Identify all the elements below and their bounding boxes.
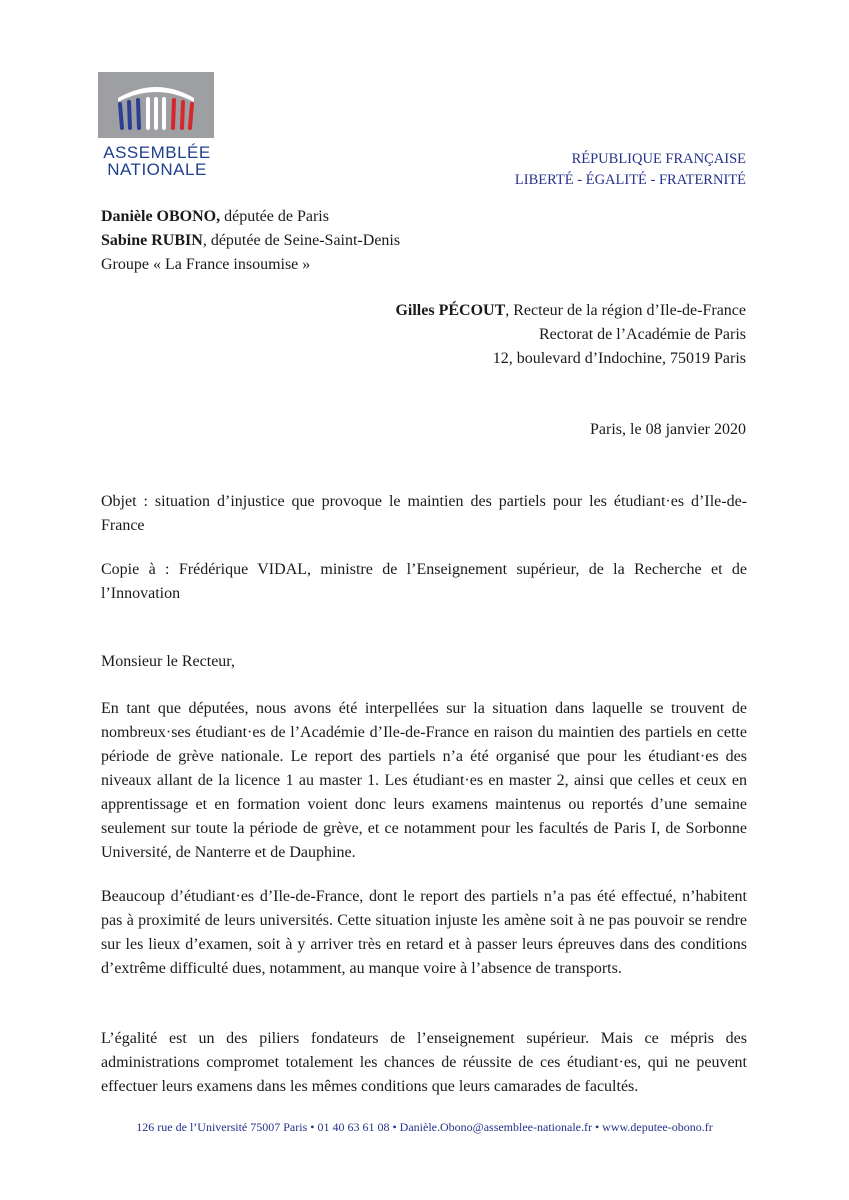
letter-date: Paris, le 08 janvier 2020: [590, 421, 746, 438]
logo-wordmark: [98, 144, 216, 178]
paragraph-text: L’égalité est un des piliers fondateurs de l’enseignement supérieur. Mais ce mépris des administrations compromet totalement les chances de réussite de ces étudiant·es, qui ne peuvent effectuer leurs examens dans les mêmes conditions que leurs camarades de facultés.: [101, 1030, 747, 1095]
letter-footer: 126 rue de l’Université 75007 Paris • 01 40 63 61 08 • Danièle.Obono@assemblee-nationale.fr • www.deputee-obono.fr: [136, 1120, 713, 1134]
salutation: [101, 650, 747, 674]
sender-group: Groupe « La France insoumise »: [101, 256, 311, 273]
logo-line-2: NATIONALE: [107, 160, 207, 179]
sender-1-name: Danièle OBONO,: [101, 208, 221, 225]
paragraph-text: En tant que députées, nous avons été interpellées sur la situation dans laquelle se trouvent de nombreux·ses étudiant·es de l’Académie d’Ile-de-France en raison du maintien des partiels en cette période de grève nationale. Le report des partiels n’a été organisé que pour les étudiant·es des niveaux allant de la licence 1 au master 1. Les étudiant·es en master 2, ainsi que celles et ceux en apprentissage et en formation voient donc leurs examens maintenus ou reportés d’une semaine seulement sur toute la période de grève, et ce notamment pour les facultés de Paris I, de Sorbonne Université, de Nanterre et de Dauphine.: [101, 700, 747, 861]
copy-text: Copie à : Frédérique VIDAL, ministre de l’Enseignement supérieur, de la Recherche et de l’Innovation: [101, 561, 747, 602]
subject-line: [101, 490, 747, 538]
republic-line-1: RÉPUBLIQUE FRANÇAISE: [571, 151, 746, 167]
assemblee-nationale-logo: [98, 72, 216, 178]
republic-motto: [515, 149, 746, 191]
recipient-block: [395, 299, 746, 371]
recipient-name: Gilles PÉCOUT: [395, 302, 506, 319]
recipient-line-3: 12, boulevard d’Indochine, 75019 Paris: [492, 350, 746, 367]
sender-2-role: , députée de Seine-Saint-Denis: [202, 232, 401, 249]
sender-2: [101, 229, 400, 253]
columns-icon: [98, 72, 214, 138]
body-paragraph-1: [101, 697, 747, 865]
paragraph-text: Beaucoup d’étudiant·es d’Ile-de-France, dont le report des partiels n’a pas été effectué, n’habitent pas à proximité de leurs universités. Cette situation injuste les amène soit à ne pas pouvoir se rendre sur les lieux d’examen, soit à y arriver très en retard et à passer leurs épreuves dans des conditions d’extrême difficulté dues, notamment, au manque voire à l’absence de transports.: [101, 888, 747, 977]
hemicycle-emblem: [98, 72, 214, 138]
recipient-line-2: Rectorat de l’Académie de Paris: [538, 326, 746, 343]
senders-block: [101, 205, 400, 277]
copy-line: [101, 558, 747, 606]
logo-line-1: ASSEMBLÉE: [103, 143, 211, 162]
subject-text: Objet : situation d’injustice que provoque le maintien des partiels pour les étudiant·es d’Ile-de-France: [101, 493, 747, 534]
body-paragraph-3: [101, 1027, 747, 1099]
sender-1-role: députée de Paris: [220, 208, 329, 225]
recipient-role: , Recteur de la région d’Ile-de-France: [505, 302, 746, 319]
body-paragraph-2: [101, 885, 747, 981]
sender-1: [101, 205, 400, 229]
recipient-line-1: [395, 299, 746, 323]
republic-line-2: LIBERTÉ - ÉGALITÉ - FRATERNITÉ: [514, 172, 746, 188]
sender-2-name: Sabine RUBIN: [101, 232, 203, 249]
salutation-text: Monsieur le Recteur,: [101, 653, 235, 670]
